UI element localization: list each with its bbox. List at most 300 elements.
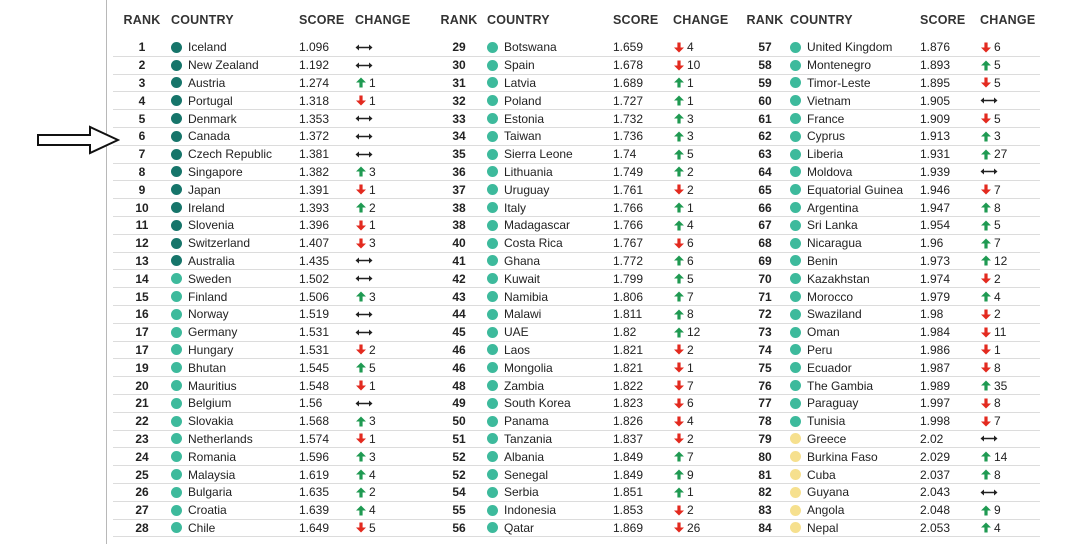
country-cell: [790, 290, 920, 304]
score-cell: 1.766: [613, 200, 644, 215]
change-cell: [980, 201, 1001, 215]
change-cell: [673, 94, 694, 108]
arrow-up-icon: [980, 60, 992, 71]
country-cell: [171, 343, 299, 357]
peace-level-dot-icon: [790, 95, 801, 106]
peace-level-dot-icon: [790, 433, 801, 444]
header-score: SCORE: [613, 12, 659, 27]
score-cell: 1.806: [613, 289, 644, 304]
rank-cell: 42: [452, 271, 466, 286]
arrow-up-icon: [980, 451, 992, 462]
change-value: 3: [687, 111, 694, 126]
change-value: 7: [687, 449, 694, 464]
country-name: Equatorial Guinea: [807, 182, 904, 197]
arrow-down-icon: [355, 344, 367, 355]
peace-level-dot-icon: [171, 291, 182, 302]
rank-cell: 62: [758, 129, 772, 144]
change-cell: [355, 165, 376, 179]
table-row: [113, 484, 431, 502]
country-name: Mauritius: [188, 378, 237, 393]
rank-cell: 38: [452, 218, 466, 233]
peace-level-dot-icon: [171, 42, 182, 53]
country-cell: [487, 343, 613, 357]
table-row: [740, 270, 1040, 288]
country-cell: [171, 183, 299, 197]
change-value: 8: [994, 200, 1001, 215]
country-cell: [487, 396, 613, 410]
rank-cell: 82: [758, 485, 772, 500]
change-cell: [980, 379, 1007, 393]
score-cell: 1.649: [299, 520, 330, 535]
change-value: 1: [369, 75, 376, 90]
rank-cell: 81: [758, 467, 772, 482]
score-cell: 1.895: [920, 75, 951, 90]
peace-level-dot-icon: [171, 273, 182, 284]
score-cell: 1.766: [613, 218, 644, 233]
peace-level-dot-icon: [790, 238, 801, 249]
score-cell: 1.506: [299, 289, 330, 304]
score-cell: 1.909: [920, 111, 951, 126]
score-cell: 1.986: [920, 342, 951, 357]
country-name: Belgium: [188, 396, 232, 411]
rank-cell: 17: [135, 342, 149, 357]
change-cell: [673, 218, 694, 232]
header-country: COUNTRY: [171, 12, 234, 27]
country-name: Nicaragua: [807, 236, 862, 251]
change-cell: [355, 290, 376, 304]
arrow-up-icon: [980, 469, 992, 480]
country-name: Hungary: [188, 342, 234, 357]
peace-level-dot-icon: [790, 184, 801, 195]
country-name: Nepal: [807, 520, 839, 535]
country-name: Ghana: [504, 253, 541, 268]
country-cell: [487, 129, 613, 143]
rank-cell: 44: [452, 307, 466, 322]
country-cell: [487, 112, 613, 126]
change-cell: [355, 309, 375, 320]
arrow-up-icon: [355, 469, 367, 480]
country-cell: [171, 361, 299, 375]
country-cell: [790, 414, 920, 428]
peace-level-dot-icon: [487, 398, 498, 409]
rank-cell: 4: [138, 93, 146, 108]
no-change-arrow-icon: [355, 309, 373, 320]
country-cell: [790, 468, 920, 482]
rank-cell: 56: [452, 520, 466, 535]
score-cell: 2.02: [920, 431, 944, 446]
country-cell: [790, 521, 920, 535]
country-cell: [487, 450, 613, 464]
peace-level-dot-icon: [790, 344, 801, 355]
header-change: CHANGE: [355, 12, 411, 27]
no-change-arrow-icon: [355, 60, 373, 71]
table-row: [431, 199, 740, 217]
no-change-arrow-icon: [355, 398, 373, 409]
rank-cell: 30: [452, 58, 466, 73]
country-name: Slovenia: [188, 218, 235, 233]
table-row: [740, 75, 1040, 93]
ranking-table: [113, 0, 1040, 537]
country-cell: [487, 272, 613, 286]
arrow-down-icon: [355, 238, 367, 249]
score-cell: 1.772: [613, 253, 644, 268]
arrow-up-icon: [355, 166, 367, 177]
peace-level-dot-icon: [171, 380, 182, 391]
country-cell: [487, 521, 613, 535]
change-cell: [980, 325, 1006, 339]
peace-level-dot-icon: [487, 166, 498, 177]
country-name: Switzerland: [188, 236, 251, 251]
table-row: [113, 413, 431, 431]
peace-level-dot-icon: [487, 60, 498, 71]
country-cell: [790, 183, 920, 197]
country-name: Uruguay: [504, 182, 550, 197]
change-cell: [673, 503, 694, 517]
pointer-arrow-icon: [36, 125, 120, 155]
country-name: Guyana: [807, 485, 850, 500]
peace-level-dot-icon: [171, 220, 182, 231]
table-row: [431, 128, 740, 146]
peace-level-dot-icon: [171, 131, 182, 142]
peace-level-dot-icon: [790, 522, 801, 533]
country-cell: [790, 503, 920, 517]
change-cell: [673, 361, 694, 375]
rank-cell: 40: [452, 236, 466, 251]
arrow-up-icon: [980, 505, 992, 516]
country-name: Latvia: [504, 75, 537, 90]
score-cell: 2.029: [920, 449, 951, 464]
rank-cell: 49: [452, 396, 466, 411]
score-cell: 1.74: [613, 147, 637, 162]
peace-level-dot-icon: [171, 255, 182, 266]
rank-cell: 72: [758, 307, 772, 322]
change-cell: [673, 183, 694, 197]
country-cell: [790, 379, 920, 393]
change-value: 12: [687, 325, 701, 340]
table-row: [431, 306, 740, 324]
rank-cell: 31: [452, 75, 466, 90]
no-change-arrow-icon: [980, 166, 998, 177]
country-cell: [171, 129, 299, 143]
country-name: Indonesia: [504, 503, 557, 518]
change-cell: [355, 218, 376, 232]
no-change-arrow-icon: [980, 433, 998, 444]
score-cell: 1.353: [299, 111, 330, 126]
change-cell: [355, 113, 375, 124]
change-cell: [673, 129, 694, 143]
country-name: Botswana: [504, 40, 557, 55]
peace-level-dot-icon: [790, 505, 801, 516]
score-cell: 1.82: [613, 325, 637, 340]
score-cell: 1.954: [920, 218, 951, 233]
arrow-up-icon: [980, 380, 992, 391]
country-name: Italy: [504, 200, 527, 215]
country-cell: [487, 379, 613, 393]
table-row: [431, 324, 740, 342]
score-cell: 1.849: [613, 467, 644, 482]
rank-cell: 22: [135, 414, 149, 429]
country-name: Moldova: [807, 164, 853, 179]
arrow-down-icon: [673, 344, 685, 355]
change-cell: [673, 432, 694, 446]
score-cell: 1.568: [299, 414, 330, 429]
table-row: [113, 431, 431, 449]
peace-level-dot-icon: [790, 273, 801, 284]
score-cell: 1.596: [299, 449, 330, 464]
change-cell: [980, 343, 1001, 357]
country-cell: [171, 76, 299, 90]
change-value: 1: [687, 360, 694, 375]
change-cell: [980, 236, 1001, 250]
country-cell: [487, 76, 613, 90]
score-cell: 1.893: [920, 58, 951, 73]
change-cell: [673, 290, 694, 304]
peace-level-dot-icon: [171, 327, 182, 338]
peace-level-dot-icon: [487, 522, 498, 533]
country-name: Morocco: [807, 289, 854, 304]
country-cell: [487, 254, 613, 268]
country-cell: [171, 40, 299, 54]
country-cell: [487, 361, 613, 375]
country-name: Austria: [188, 75, 226, 90]
change-cell: [673, 468, 694, 482]
score-cell: 1.381: [299, 147, 330, 162]
rank-cell: 64: [758, 164, 772, 179]
rank-cell: 79: [758, 431, 772, 446]
arrow-up-icon: [673, 255, 685, 266]
arrow-down-icon: [980, 398, 992, 409]
country-name: Cyprus: [807, 129, 846, 144]
no-change-arrow-icon: [355, 131, 373, 142]
table-row: [113, 288, 431, 306]
peace-level-dot-icon: [790, 131, 801, 142]
score-cell: 2.043: [920, 485, 951, 500]
arrow-down-icon: [673, 522, 685, 533]
score-cell: 1.946: [920, 182, 951, 197]
no-change-arrow-icon: [355, 327, 373, 338]
score-cell: 1.987: [920, 360, 951, 375]
country-name: Czech Republic: [188, 147, 273, 162]
country-cell: [171, 432, 299, 446]
rank-cell: 33: [452, 111, 466, 126]
arrow-up-icon: [980, 291, 992, 302]
arrow-up-icon: [980, 238, 992, 249]
change-value: 2: [687, 342, 694, 357]
arrow-up-icon: [355, 362, 367, 373]
country-cell: [790, 343, 920, 357]
change-value: 4: [994, 520, 1001, 535]
table-row: [740, 324, 1040, 342]
score-cell: 1.939: [920, 164, 951, 179]
change-value: 4: [369, 503, 376, 518]
score-cell: 1.913: [920, 129, 951, 144]
peace-level-dot-icon: [487, 113, 498, 124]
peace-level-dot-icon: [171, 433, 182, 444]
change-cell: [355, 255, 375, 266]
rank-cell: 65: [758, 182, 772, 197]
score-cell: 1.545: [299, 360, 330, 375]
table-row: [431, 520, 740, 538]
table-row: [113, 395, 431, 413]
country-name: The Gambia: [807, 378, 874, 393]
change-cell: [355, 94, 376, 108]
score-cell: 1.393: [299, 200, 330, 215]
peace-level-dot-icon: [790, 291, 801, 302]
change-value: 10: [687, 58, 701, 73]
arrow-up-icon: [355, 291, 367, 302]
header-score: SCORE: [920, 12, 966, 27]
no-change-arrow-icon: [355, 273, 373, 284]
change-value: 5: [994, 218, 1001, 233]
change-value: 6: [687, 396, 694, 411]
change-value: 2: [687, 164, 694, 179]
rank-cell: 68: [758, 236, 772, 251]
table-row: [431, 448, 740, 466]
country-cell: [790, 272, 920, 286]
peace-level-dot-icon: [790, 42, 801, 53]
score-cell: 1.407: [299, 236, 330, 251]
arrow-down-icon: [355, 184, 367, 195]
arrow-up-icon: [673, 220, 685, 231]
arrow-up-icon: [355, 487, 367, 498]
country-name: Denmark: [188, 111, 237, 126]
country-cell: [790, 147, 920, 161]
table-row: [113, 324, 431, 342]
country-name: Argentina: [807, 200, 859, 215]
arrow-up-icon: [980, 522, 992, 533]
score-cell: 1.821: [613, 360, 644, 375]
table-row: [740, 57, 1040, 75]
no-change-arrow-icon: [355, 255, 373, 266]
table-row: [113, 57, 431, 75]
rank-cell: 36: [452, 164, 466, 179]
change-value: 8: [994, 396, 1001, 411]
score-cell: 1.732: [613, 111, 644, 126]
rank-cell: 51: [452, 431, 466, 446]
country-cell: [487, 58, 613, 72]
peace-level-dot-icon: [171, 398, 182, 409]
arrow-up-icon: [355, 505, 367, 516]
rank-cell: 48: [452, 378, 466, 393]
score-cell: 1.678: [613, 58, 644, 73]
table-row: [113, 164, 431, 182]
peace-level-dot-icon: [171, 60, 182, 71]
arrow-up-icon: [673, 273, 685, 284]
country-name: Cuba: [807, 467, 836, 482]
rank-cell: 76: [758, 378, 772, 393]
rank-cell: 37: [452, 182, 466, 197]
country-name: Costa Rica: [504, 236, 563, 251]
peace-level-dot-icon: [487, 487, 498, 498]
arrow-up-icon: [673, 113, 685, 124]
country-name: Poland: [504, 93, 542, 108]
country-name: Portugal: [188, 93, 233, 108]
change-cell: [980, 112, 1001, 126]
score-cell: 1.531: [299, 325, 330, 340]
score-cell: 1.767: [613, 236, 644, 251]
country-name: Mongolia: [504, 360, 553, 375]
change-cell: [355, 398, 375, 409]
change-cell: [673, 40, 694, 54]
table-row: [431, 288, 740, 306]
table-row: [740, 377, 1040, 395]
table-row: [740, 342, 1040, 360]
change-cell: [673, 165, 694, 179]
peace-level-dot-icon: [487, 77, 498, 88]
peace-level-dot-icon: [487, 505, 498, 516]
change-cell: [980, 254, 1007, 268]
rank-cell: 78: [758, 414, 772, 429]
rank-cell: 46: [452, 342, 466, 357]
peace-level-dot-icon: [171, 505, 182, 516]
country-cell: [790, 485, 920, 499]
rank-cell: 13: [135, 253, 149, 268]
score-cell: 1.574: [299, 431, 330, 446]
score-cell: 1.98: [920, 307, 944, 322]
score-cell: 1.736: [613, 129, 644, 144]
score-cell: 2.048: [920, 503, 951, 518]
table-row: [431, 92, 740, 110]
country-name: Estonia: [504, 111, 545, 126]
table-row: [113, 270, 431, 288]
arrow-down-icon: [673, 433, 685, 444]
country-name: Iceland: [188, 40, 227, 55]
change-cell: [673, 236, 694, 250]
table-row: [740, 110, 1040, 128]
change-value: 1: [687, 485, 694, 500]
change-value: 2: [369, 342, 376, 357]
change-cell: [980, 414, 1001, 428]
table-row: [740, 39, 1040, 57]
arrow-up-icon: [673, 291, 685, 302]
score-cell: 2.037: [920, 467, 951, 482]
peace-level-dot-icon: [487, 42, 498, 53]
country-cell: [171, 94, 299, 108]
table-row: [113, 217, 431, 235]
country-cell: [487, 468, 613, 482]
arrow-up-icon: [673, 131, 685, 142]
country-name: Montenegro: [807, 58, 872, 73]
peace-level-dot-icon: [487, 451, 498, 462]
table-row: [740, 199, 1040, 217]
peace-level-dot-icon: [487, 255, 498, 266]
table-row: [740, 288, 1040, 306]
no-change-arrow-icon: [355, 113, 373, 124]
country-cell: [487, 147, 613, 161]
score-cell: 2.053: [920, 520, 951, 535]
arrow-up-icon: [980, 131, 992, 142]
arrow-down-icon: [980, 416, 992, 427]
change-cell: [980, 468, 1001, 482]
arrow-down-icon: [355, 220, 367, 231]
table-header: [113, 0, 431, 39]
country-name: New Zealand: [188, 58, 259, 73]
change-value: 2: [369, 200, 376, 215]
score-cell: 1.639: [299, 503, 330, 518]
table-row: [740, 466, 1040, 484]
change-value: 5: [369, 520, 376, 535]
rank-cell: 12: [135, 236, 149, 251]
arrow-down-icon: [980, 309, 992, 320]
rank-cell: 27: [135, 503, 149, 518]
no-change-arrow-icon: [980, 487, 998, 498]
peace-level-dot-icon: [487, 344, 498, 355]
change-cell: [980, 166, 1000, 177]
country-name: UAE: [504, 325, 529, 340]
change-value: 9: [994, 503, 1001, 518]
change-value: 1: [687, 93, 694, 108]
rank-cell: 38: [452, 200, 466, 215]
